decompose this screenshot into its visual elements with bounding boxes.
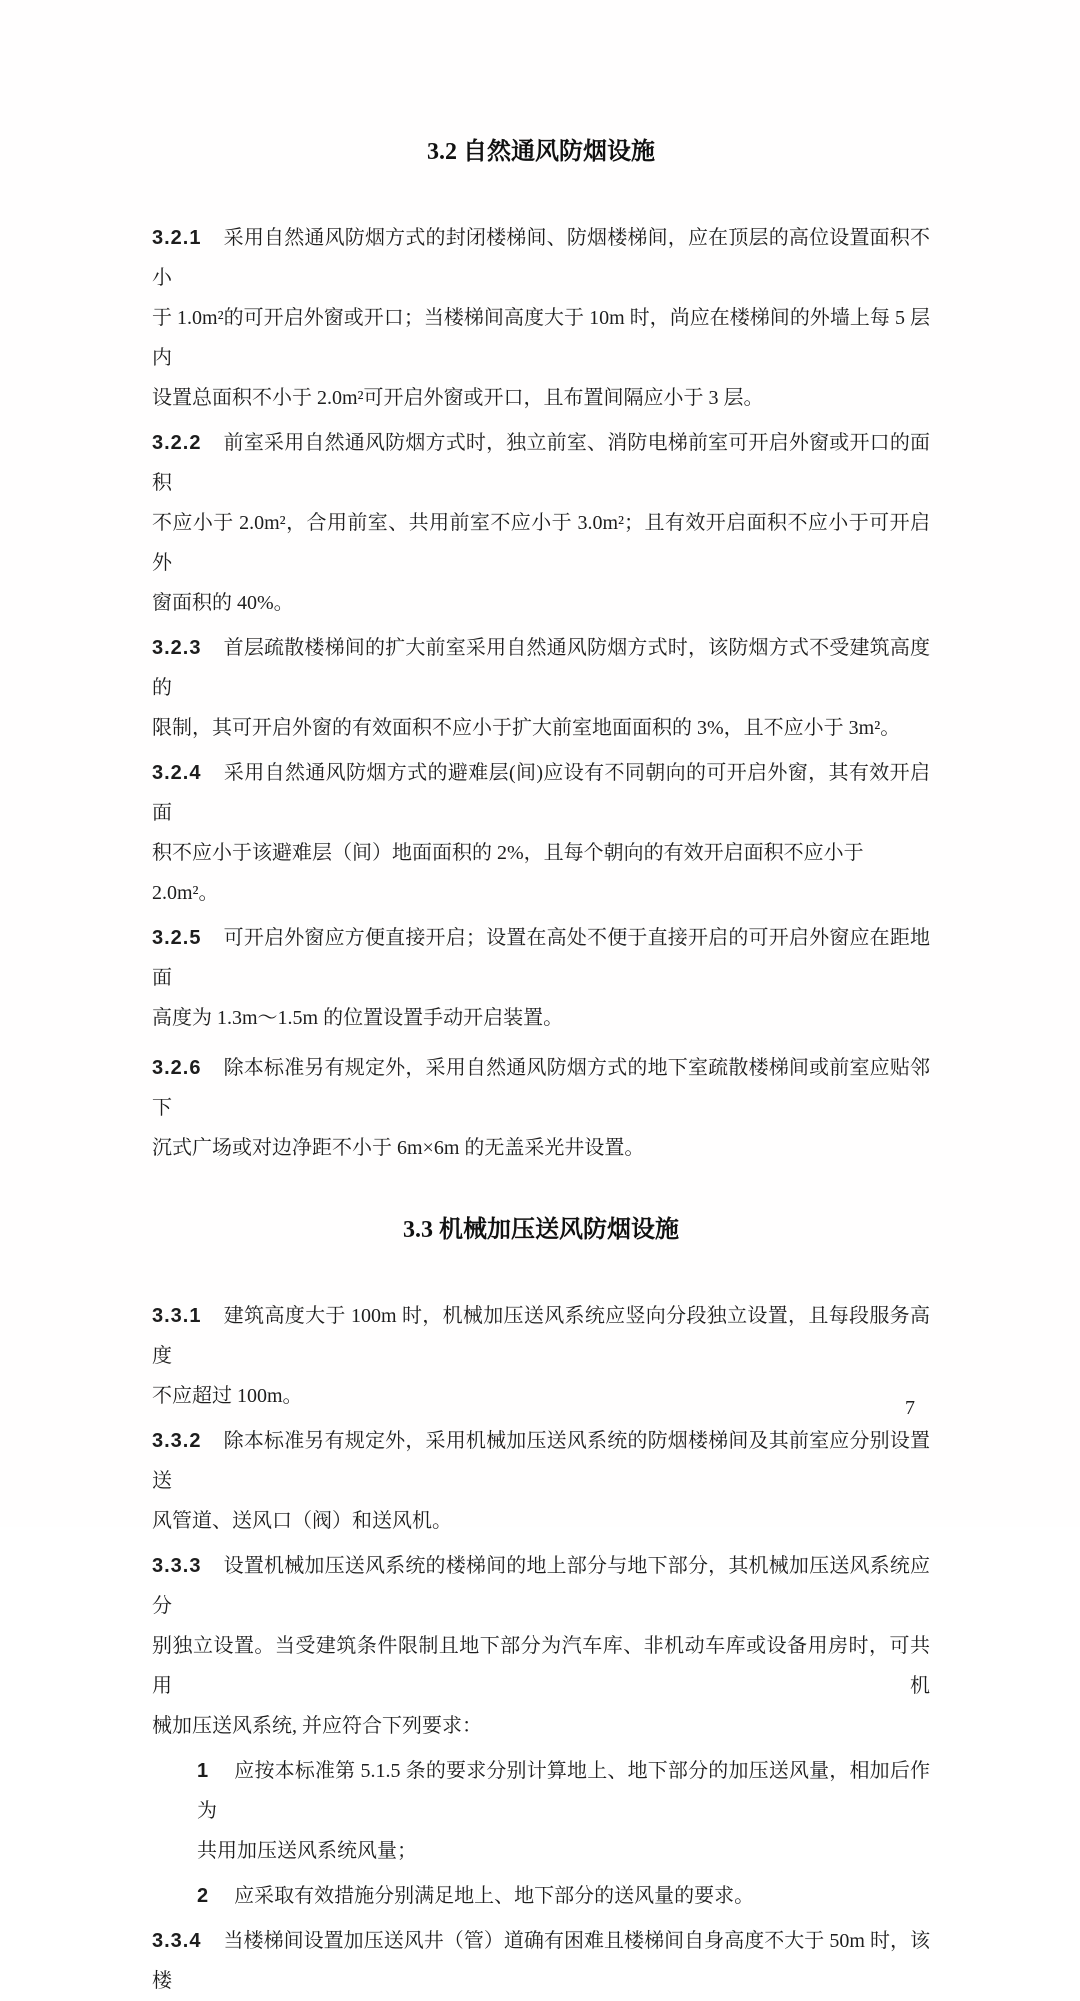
clause-text: 前室采用自然通风防烟方式时，独立前室、消防电梯前室可开启外窗或开口的面积 bbox=[152, 432, 930, 494]
clause-number: 3.2.4 bbox=[152, 762, 202, 784]
text-line: 窗面积的 40%。 bbox=[152, 592, 294, 614]
clause-text: 设置机械加压送风系统的楼梯间的地上部分与地下部分，其机械加压送风系统应分 bbox=[152, 1555, 930, 1617]
clause-number: 3.2.5 bbox=[152, 927, 202, 949]
clause-number: 3.3.4 bbox=[152, 1930, 202, 1952]
text-line bbox=[152, 1921, 930, 2001]
clause-3-2-6 bbox=[152, 1048, 930, 1168]
clause-number: 3.2.3 bbox=[152, 637, 202, 659]
page-number: 7 bbox=[905, 1397, 915, 1419]
text-line: 于 1.0m²的可开启外窗或开口；当楼梯间高度大于 10m 时，尚应在楼梯间的外墙上每 5 层内 bbox=[152, 307, 930, 369]
clause-3-3-4 bbox=[152, 1921, 930, 2001]
clause-text: 当楼梯间设置加压送风井（管）道确有困难且楼梯间自身高度不大于 50m 时，该楼 bbox=[152, 1930, 930, 1992]
clause-text: 除本标准另有规定外，采用机械加压送风系统的防烟楼梯间及其前室应分别设置送 bbox=[152, 1430, 930, 1492]
text-line bbox=[152, 218, 930, 298]
text-line bbox=[197, 1751, 930, 1831]
clause-number: 3.2.1 bbox=[152, 227, 202, 249]
text-line: 设置总面积不小于 2.0m²可开启外窗或开口，且布置间隔应小于 3 层。 bbox=[152, 387, 764, 409]
clause-number: 3.3.2 bbox=[152, 1430, 202, 1452]
clause-number: 3.2.6 bbox=[152, 1057, 202, 1079]
clause-text: 可开启外窗应方便直接开启；设置在高处不便于直接开启的可开启外窗应在距地面 bbox=[152, 927, 930, 989]
clause-number: 3.3.3 bbox=[152, 1555, 202, 1577]
text-line: 共用加压送风系统风量； bbox=[197, 1840, 417, 1862]
clause-3-3-1 bbox=[152, 1296, 930, 1416]
clause-3-2-4 bbox=[152, 753, 930, 913]
text-line bbox=[152, 1546, 930, 1626]
text-line: 高度为 1.3m～1.5m 的位置设置手动开启装置。 bbox=[152, 1007, 564, 1029]
text-line bbox=[197, 1876, 930, 1916]
clause-3-2-2 bbox=[152, 423, 930, 623]
subclause-text: 应采取有效措施分别满足地上、地下部分的送风量的要求。 bbox=[234, 1885, 755, 1907]
clause-3-3-2 bbox=[152, 1421, 930, 1541]
text-line: 别独立设置。当受建筑条件限制且地下部分为汽车库、非机动车库或设备用房时，可共用机 bbox=[152, 1635, 930, 1697]
subclause-3-3-3-2 bbox=[152, 1876, 930, 1916]
clause-number: 3.2.2 bbox=[152, 432, 202, 454]
subclause-number: 1 bbox=[197, 1760, 209, 1782]
subclause-3-3-3-1 bbox=[152, 1751, 930, 1871]
clause-number: 3.3.1 bbox=[152, 1305, 202, 1327]
page-content bbox=[152, 0, 930, 2001]
text-line: 械加压送风系统, 并应符合下列要求： bbox=[152, 1715, 482, 1737]
text-line bbox=[152, 423, 930, 503]
text-line bbox=[152, 628, 930, 708]
clause-text: 首层疏散楼梯间的扩大前室采用自然通风防烟方式时，该防烟方式不受建筑高度的 bbox=[152, 637, 930, 699]
clause-text: 建筑高度大于 100m 时，机械加压送风系统应竖向分段独立设置，且每段服务高度 bbox=[152, 1305, 930, 1367]
text-line bbox=[152, 918, 930, 998]
text-line bbox=[152, 1296, 930, 1376]
section-title-3-3: 3.3 机械加压送风防烟设施 bbox=[403, 1217, 679, 1243]
clause-3-3-3 bbox=[152, 1546, 930, 1746]
text-line bbox=[152, 753, 930, 833]
clause-text: 采用自然通风防烟方式的封闭楼梯间、防烟楼梯间，应在顶层的高位设置面积不小 bbox=[152, 227, 930, 289]
clause-3-2-5 bbox=[152, 918, 930, 1038]
clause-text: 除本标准另有规定外，采用自然通风防烟方式的地下室疏散楼梯间或前室应贴邻下 bbox=[152, 1057, 930, 1119]
clause-3-2-1 bbox=[152, 218, 930, 418]
text-line: 不应小于 2.0m²，合用前室、共用前室不应小于 3.0m²；且有效开启面积不应小于可开启外 bbox=[152, 512, 930, 574]
text-line: 风管道、送风口（阀）和送风机。 bbox=[152, 1510, 452, 1532]
text-line: 限制，其可开启外窗的有效面积不应小于扩大前室地面面积的 3%，且不应小于 3m²。 bbox=[152, 717, 901, 739]
text-line: 不应超过 100m。 bbox=[152, 1385, 303, 1407]
section-title-3-2: 3.2 自然通风防烟设施 bbox=[427, 139, 655, 165]
subclause-text: 应按本标准第 5.1.5 条的要求分别计算地上、地下部分的加压送风量，相加后作为 bbox=[197, 1760, 930, 1822]
clause-text: 采用自然通风防烟方式的避难层(间)应设有不同朝向的可开启外窗，其有效开启面 bbox=[152, 762, 930, 824]
subclause-number: 2 bbox=[197, 1885, 209, 1907]
text-line bbox=[152, 1421, 930, 1501]
text-line: 积不应小于该避难层（间）地面面积的 2%，且每个朝向的有效开启面积不应小于 2.0m²。 bbox=[152, 842, 864, 904]
text-line: 沉式广场或对边净距不小于 6m×6m 的无盖采光井设置。 bbox=[152, 1137, 645, 1159]
clause-3-2-3 bbox=[152, 628, 930, 748]
text-line bbox=[152, 1048, 930, 1128]
